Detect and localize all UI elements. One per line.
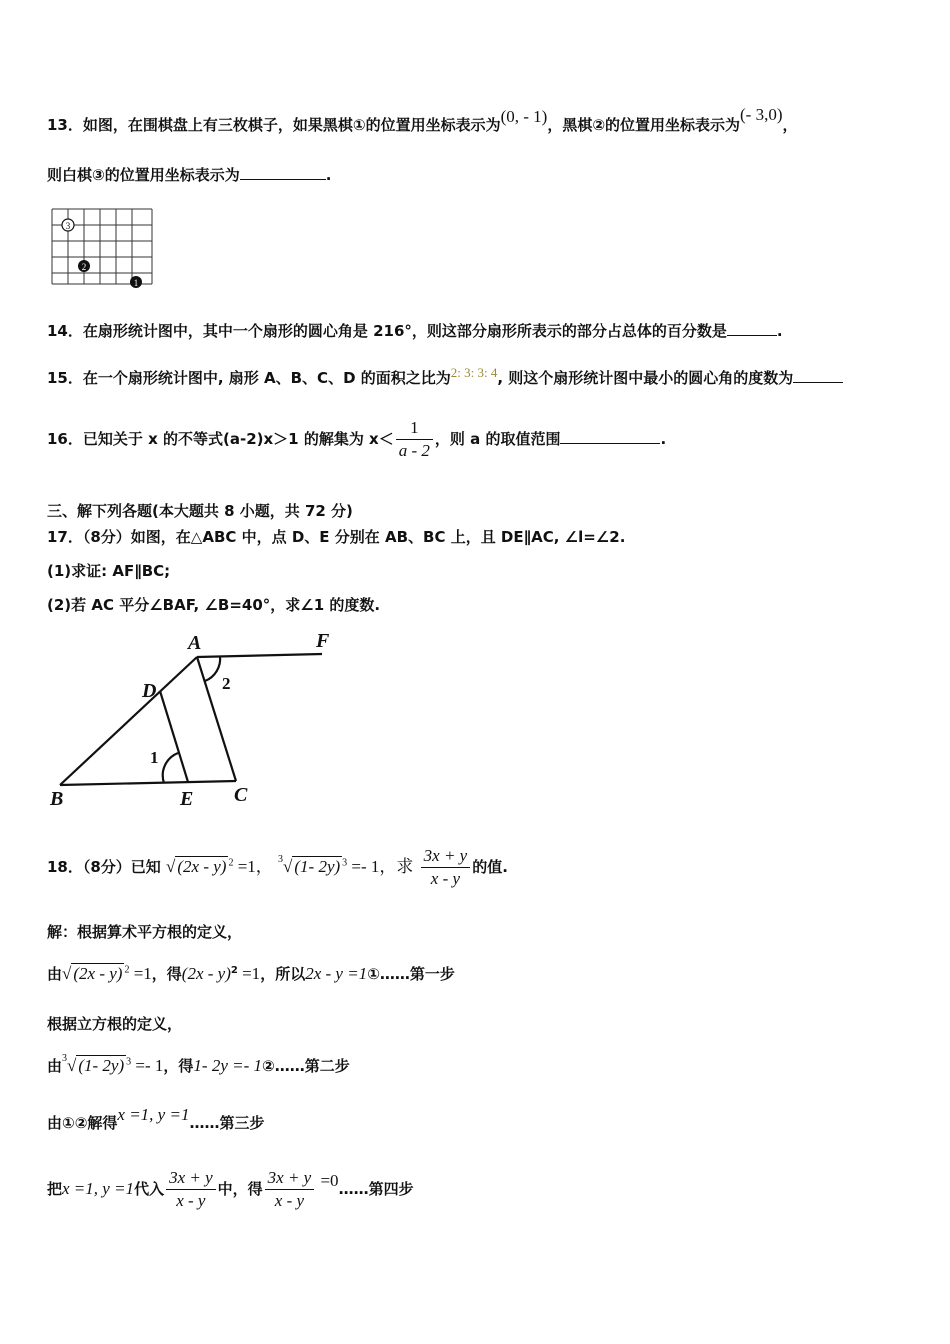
step-4: 把x =1, y =1代入 $\frac{3x + y}{x - y}$ 中，得 $\frac{3x + y}{x - y}$ =0……第四步: [47, 1168, 414, 1210]
cbrt-expression-1: $^3$√ (1- 2y) $^3$: [278, 854, 348, 876]
stone-label-2: 2: [81, 262, 87, 272]
coord-1: (0, - 1): [500, 107, 548, 126]
line-BC: [60, 781, 236, 785]
sqrt-expression-1: √ (2x - y) $^2$: [166, 857, 234, 876]
angle-2-arc: [205, 656, 220, 681]
label-A: A: [188, 632, 202, 654]
label-D: D: [142, 680, 157, 702]
q15-line: 15．在一个扇形统计图中, 扇形 A、B、C、D 的面积之比为2: 3: 3: 4, 则这个扇形统计图中最小的圆心角的度数为: [47, 367, 843, 388]
step-1: 由√ (2x - y) $^2$ =1，得(2x - y)$^2$ =1，所以2x - y =1①……第一步: [47, 964, 455, 983]
answer-blank-14[interactable]: [727, 321, 777, 336]
q17-line1: 17．（8分）如图，在△ABC 中，点 D、E 分别在 AB、BC 上，且 DE∥AC, ∠l=∠2.: [47, 528, 626, 546]
coord-2: (- 3,0): [740, 105, 783, 124]
fraction-1-over-a-2: $\frac{1}{a - 2}$: [396, 418, 433, 461]
q16-line: 16．已知关于 x 的不等式(a-2)x＞1 的解集为 x＜ $\frac{1}{a - 2}$ ，则 a 的取值范围 .: [47, 418, 667, 460]
sqrt-expression-2: √ (2x - y) $^2$: [62, 964, 130, 983]
fraction-target: $\frac{3x + y}{x - y}$: [421, 846, 471, 889]
fraction-step4-b: $\frac{3x + y}{x - y}$: [265, 1168, 315, 1211]
answer-blank-15[interactable]: [793, 368, 843, 383]
label-B: B: [50, 788, 64, 810]
solution-heading: 解：根据算术平方根的定义，: [47, 923, 243, 941]
label-C: C: [234, 784, 248, 806]
q17-part1: (1)求证: AF∥BC;: [47, 562, 171, 580]
fraction-step4-a: $\frac{3x + y}{x - y}$: [166, 1168, 216, 1211]
step-2: 由$^3$√ (1- 2y) $^3$ =- 1，得1- 2y =- 1②……第二步: [47, 1053, 350, 1075]
q14-line: 14．在扇形统计图中，其中一个扇形的圆心角是 216°，则这部分扇形所表示的部分占总体的百分数是 .: [47, 322, 783, 340]
step-3: 由①②解得x =1, y =1……第三步: [47, 1105, 265, 1132]
q18-line: 18．（8分）已知 √ (2x - y) $^2$ =1， $^3$√ (1- 2y) $^3$ =- 1，求 $\frac{3x + y}{x - y}$ 的值.: [47, 846, 508, 888]
label-E: E: [180, 788, 194, 810]
answer-blank-16[interactable]: [560, 429, 660, 444]
line-BA: [60, 657, 197, 785]
triangle-figure: [40, 625, 360, 815]
cube-root-heading: 根据立方根的定义，: [47, 1015, 183, 1033]
label-angle-1: 1: [150, 748, 159, 767]
line-AF: [197, 654, 322, 657]
white-stone-3: [62, 219, 74, 231]
angle-1-arc: [163, 753, 178, 783]
stone-label-1: 1: [133, 278, 139, 288]
section-heading-3: 三、解下列各题(本大题共 8 小题，共 72 分): [47, 502, 353, 520]
cbrt-expression-2: $^3$√ (1- 2y) $^3$: [62, 1053, 132, 1075]
q13-line1: 13．如图，在围棋盘上有三枚棋子，如果黑棋①的位置用坐标表示为(0, - 1)，黑棋②的位置用坐标表示为(- 3,0)，: [47, 105, 798, 134]
black-stone-1: [130, 276, 142, 288]
stone-label-3: 3: [65, 221, 71, 231]
go-board-figure: [46, 204, 158, 290]
q17-part2: (2)若 AC 平分∠BAF, ∠B=40°，求∠1 的度数.: [47, 596, 381, 614]
label-angle-2: 2: [222, 674, 231, 693]
ratio-image: 2: 3: 3: 4: [450, 365, 498, 380]
black-stone-2: [78, 260, 90, 272]
label-F: F: [316, 630, 330, 652]
q13-line2: 则白棋③的位置用坐标表示为 .: [47, 166, 332, 184]
answer-blank-13[interactable]: [240, 165, 326, 180]
